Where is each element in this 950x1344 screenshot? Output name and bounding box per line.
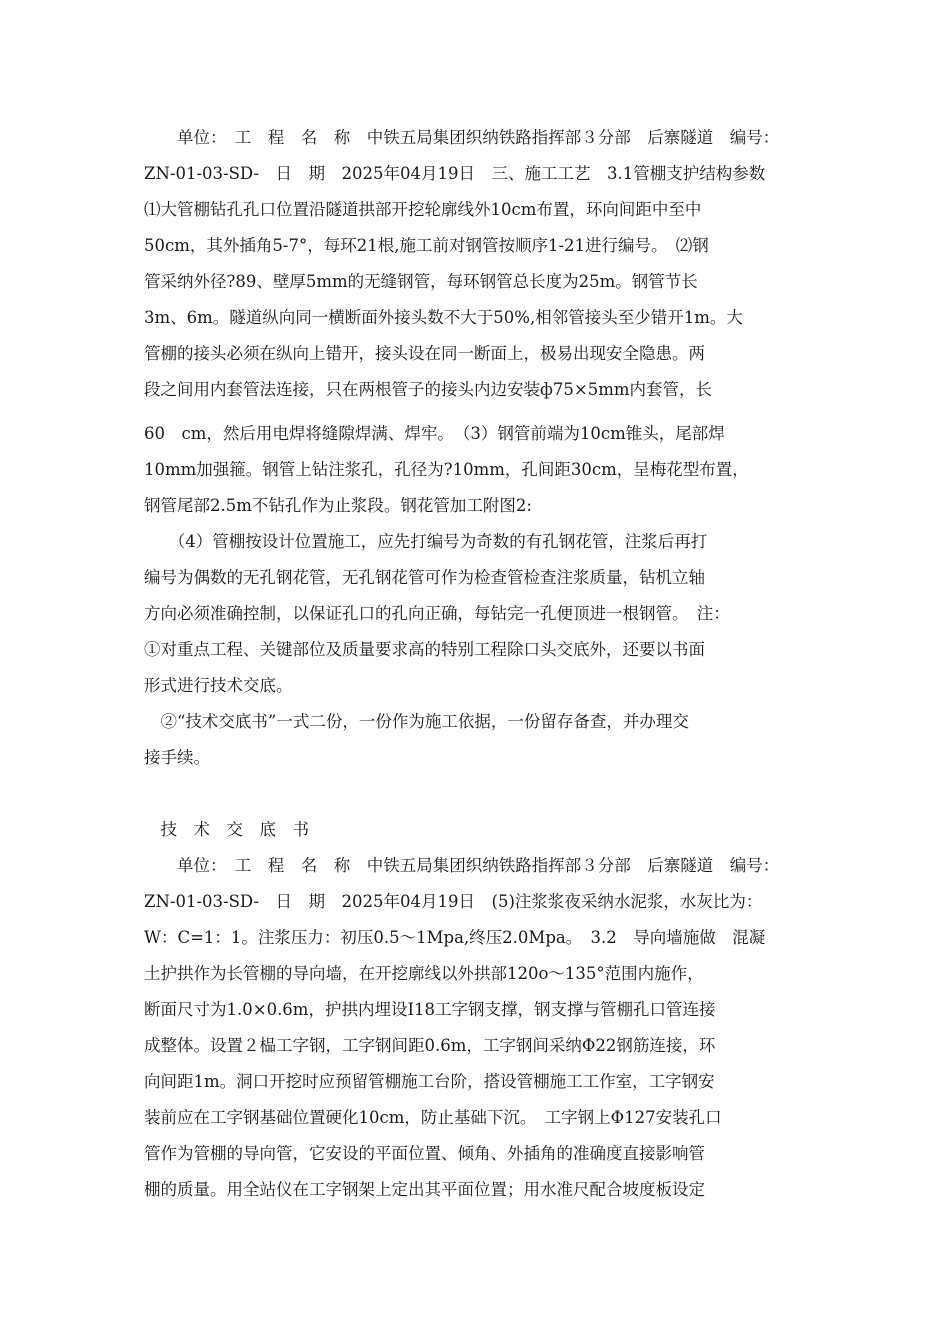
- text-line: 管采纳外径?89、壁厚5mm的无缝钢管，每环钢管总长度为25m。钢管节长: [144, 272, 698, 291]
- text-line: W：C=1：1。注浆压力：初压0.5～1Mpa,终压2.0Mpa。 3.2 导向墙施做 混凝: [144, 928, 766, 947]
- text-line: 管棚的接头必须在纵向上错开，接头设在同一断面上，极易出现安全隐患。两: [144, 344, 705, 363]
- text-line: ②“技术交底书”一式二份，一份作为施工依据，一份留存备查，并办理交: [144, 712, 689, 731]
- text-line: 60 cm，然后用电焊将缝隙焊满、焊牢。 （3）钢管前端为10cm锥头，尾部焊: [144, 424, 725, 443]
- text-line: 钢管尾部2.5m不钻孔作为止浆段。钢花管加工附图2:: [144, 496, 532, 515]
- text-line: ZN-01-03-SD- 日 期 2025年04月19日 (5)注浆浆夜采纳水泥浆，水灰比为：: [144, 892, 763, 911]
- text-line: 接手续。: [144, 748, 210, 767]
- text-line: 土护拱作为长管棚的导向墙，在开挖廓线以外拱部120o～135°范围内施作，: [144, 964, 704, 983]
- text-line: ⑴大管棚钻孔孔口位置沿隧道拱部开挖轮廓线外10cm布置，环向间距中至中: [144, 200, 702, 219]
- text-line: 向间距1m。洞口开挖时应预留管棚施工台阶，搭设管棚施工工作室，工字钢安: [144, 1072, 715, 1091]
- text-line: 管作为管棚的导向管，它安设的平面位置、倾角、外插角的准确度直接影响管: [144, 1144, 705, 1163]
- text-line: （4）管棚按设计位置施工，应先打编号为奇数的有孔钢花管，注浆后再打: [144, 532, 708, 551]
- section-title: 技 术 交 底 书: [144, 820, 309, 839]
- text-line: ZN-01-03-SD- 日 期 2025年04月19日 三、施工工艺 3.1管棚支护结构参数: [144, 164, 766, 183]
- text-line: ①对重点工程、关键部位及质量要求高的特别工程除口头交底外，还要以书面: [144, 640, 705, 659]
- text-line: 形式进行技术交底。: [144, 676, 293, 695]
- text-line: 装前应在工字钢基础位置硬化10cm，防止基础下沉。 工字钢上Φ127安装孔口: [144, 1108, 722, 1127]
- text-line: 单位： 工 程 名 称 中铁五局集团织纳铁路指挥部３分部 后寨隧道 编号：: [144, 128, 780, 147]
- text-line: 3m、6m。隧道纵向同一横断面外接头数不大于50%,相邻管接头至少错开1m。大: [144, 308, 743, 327]
- text-line: 棚的质量。用全站仪在工字钢架上定出其平面位置；用水准尺配合坡度板设定: [144, 1180, 705, 1199]
- text-line: 方向必须准确控制，以保证孔口的孔向正确，每钻完一孔便顶进一根钢管。 注：: [144, 604, 730, 623]
- text-line: 编号为偶数的无孔钢花管，无孔钢花管可作为检查管检查注浆质量，钻机立轴: [144, 568, 705, 587]
- text-line: 单位： 工 程 名 称 中铁五局集团织纳铁路指挥部３分部 后寨隧道 编号：: [144, 856, 780, 875]
- text-line: 成整体。设置２榀工字钢，工字钢间距0.6m，工字钢间采纳Φ22钢筋连接，环: [144, 1036, 716, 1055]
- text-line: 50cm，其外插角5-7°，每环21根,施工前对钢管按顺序1-21进行编号。 ⑵钢: [144, 236, 709, 255]
- text-line: 断面尺寸为1.0×0.6m，护拱内埋设I18工字钢支撑，钢支撑与管棚孔口管连接: [144, 1000, 716, 1019]
- text-line: 段之间用内套管法连接，只在两根管子的接头内边安装ф75×5mm内套管，长: [144, 380, 713, 399]
- text-line: 10mm加强箍。钢管上钻注浆孔，孔径为?10mm，孔间距30cm，呈梅花型布置，: [144, 460, 749, 479]
